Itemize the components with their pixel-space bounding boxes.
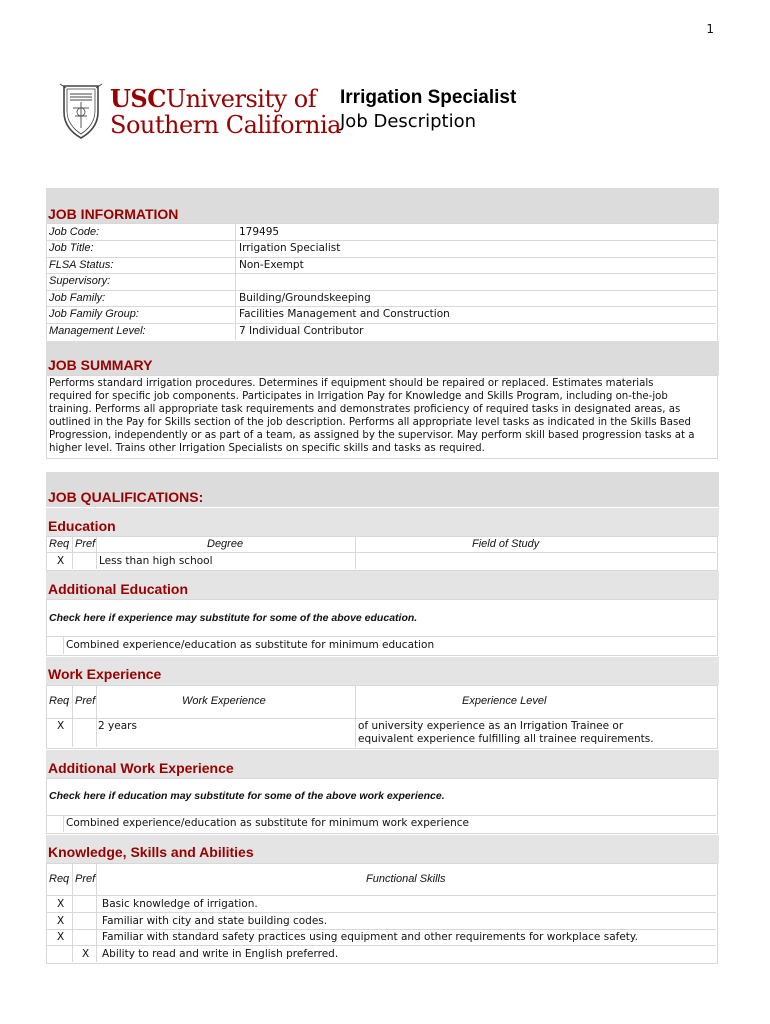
work-experience-heading: Work Experience [48, 666, 162, 682]
education-heading: Education [48, 518, 116, 534]
row-divider [46, 929, 716, 930]
ksa-pref-mark: X [82, 948, 90, 960]
checkbox-divider [63, 815, 64, 832]
ksa-req-mark: X [57, 915, 65, 927]
usc-seal-icon [58, 82, 104, 140]
row-divider [46, 552, 716, 553]
job-summary-heading: JOB SUMMARY [48, 357, 153, 373]
additional-education-heading: Additional Education [48, 581, 188, 597]
work-pref-header: Pref [75, 695, 96, 707]
column-divider [355, 685, 356, 747]
ksa-req-mark: X [57, 931, 65, 943]
management-level-value: 7 Individual Contributor [239, 325, 364, 337]
summary-line: Progression, independently or as part of a team, as assigned by the supervisor. May perform skill based progression tasks at a [49, 430, 695, 441]
work-years-value: 2 years [98, 720, 137, 732]
column-divider [96, 863, 97, 962]
summary-line: outlined in the Pay for Skills section of the job description. Performs all appropriate level tasks as indicated in the Skills Based [49, 417, 692, 428]
document-title: Irrigation Specialist [340, 87, 517, 108]
flsa-status-label: FLSA Status: [49, 259, 114, 271]
additional-work-experience-heading: Additional Work Experience [48, 760, 234, 776]
row-divider [46, 636, 716, 637]
work-substitute-check-text: Check here if education may substitute for some of the above work experience. [49, 790, 445, 802]
row-divider [46, 945, 716, 946]
row-divider [46, 912, 716, 913]
job-title-value: Irrigation Specialist [239, 242, 341, 254]
row-divider [46, 815, 716, 816]
job-family-value: Building/Groundskeeping [239, 292, 371, 304]
row-divider [46, 895, 716, 896]
experience-level-line-2: equivalent experience fulfilling all trainee requirements. [358, 733, 654, 745]
logo-line-1: USCUniversity of [110, 84, 317, 113]
edu-degree-value: Less than high school [99, 555, 213, 567]
column-divider [96, 685, 97, 747]
flsa-status-value: Non-Exempt [239, 259, 304, 271]
checkbox-divider [63, 636, 64, 654]
ksa-skill: Familiar with standard safety practices using equipment and other requirements for workplace safety. [102, 931, 638, 943]
ksa-req-header: Req [49, 873, 70, 885]
document-subtitle: Job Description [340, 111, 476, 132]
work-req-mark: X [57, 720, 65, 732]
job-code-value: 179495 [239, 226, 280, 238]
ksa-req-mark: X [57, 898, 65, 910]
job-qualifications-heading: JOB QUALIFICATIONS: [48, 489, 204, 505]
ksa-pref-header: Pref [75, 873, 96, 885]
functional-skills-header: Functional Skills [366, 873, 446, 885]
edu-degree-header: Degree [207, 538, 244, 550]
edu-req-header: Req [49, 538, 70, 550]
summary-line: Performs standard irrigation procedures. Determines if equipment should be repaired or replaced. Estimates materials [49, 378, 654, 389]
job-title-label: Job Title: [49, 242, 94, 254]
row-divider [46, 240, 716, 241]
edu-req-mark: X [57, 555, 65, 567]
education-band [46, 508, 719, 536]
work-substitute-option: Combined experience/education as substitute for minimum work experience [66, 817, 469, 829]
ksa-skill: Ability to read and write in English preferred. [102, 948, 339, 960]
job-family-group-label: Job Family Group: [49, 308, 139, 320]
work-experience-header: Work Experience [182, 695, 266, 707]
row-divider [46, 273, 716, 274]
column-divider [72, 685, 73, 747]
row-divider [46, 323, 716, 324]
summary-line: higher level. Trains other Irrigation Specialists on specific skills and tasks as required. [49, 443, 485, 454]
summary-line: training. Performs all appropriate task requirements and demonstrates proficiency of required tasks in designated areas, as [49, 404, 681, 415]
page-number: 1 [706, 22, 714, 36]
row-divider [46, 290, 716, 291]
job-family-group-value: Facilities Management and Construction [239, 308, 450, 320]
row-divider [46, 718, 716, 719]
experience-level-header: Experience Level [462, 695, 547, 707]
edu-substitute-option: Combined experience/education as substitute for minimum education [66, 639, 435, 651]
column-divider [355, 536, 356, 569]
supervisory-label: Supervisory: [49, 275, 111, 287]
row-divider [46, 306, 716, 307]
edu-substitute-check-text: Check here if experience may substitute for some of the above education. [49, 612, 418, 624]
ksa-heading: Knowledge, Skills and Abilities [48, 844, 254, 860]
edu-field-header: Field of Study [472, 538, 540, 550]
logo-line-2: Southern California [110, 111, 341, 139]
experience-level-line-1: of university experience as an Irrigation Trainee or [358, 720, 624, 732]
ksa-skill: Familiar with city and state building codes. [102, 915, 328, 927]
summary-line: required for specific job components. Participates in Irrigation Pay for Knowledge and Skills Program, including on-the-job [49, 391, 668, 402]
ksa-skill: Basic knowledge of irrigation. [102, 898, 258, 910]
row-divider [46, 257, 716, 258]
work-req-header: Req [49, 695, 70, 707]
edu-pref-header: Pref [75, 538, 96, 550]
column-divider [72, 863, 73, 962]
usc-logo [58, 82, 341, 142]
job-summary-text [49, 377, 717, 455]
column-divider [96, 536, 97, 569]
job-code-label: Job Code: [49, 226, 100, 238]
job-information-heading: JOB INFORMATION [48, 206, 179, 222]
management-level-label: Management Level: [49, 325, 146, 337]
job-family-label: Job Family: [49, 292, 106, 304]
column-divider [72, 536, 73, 569]
